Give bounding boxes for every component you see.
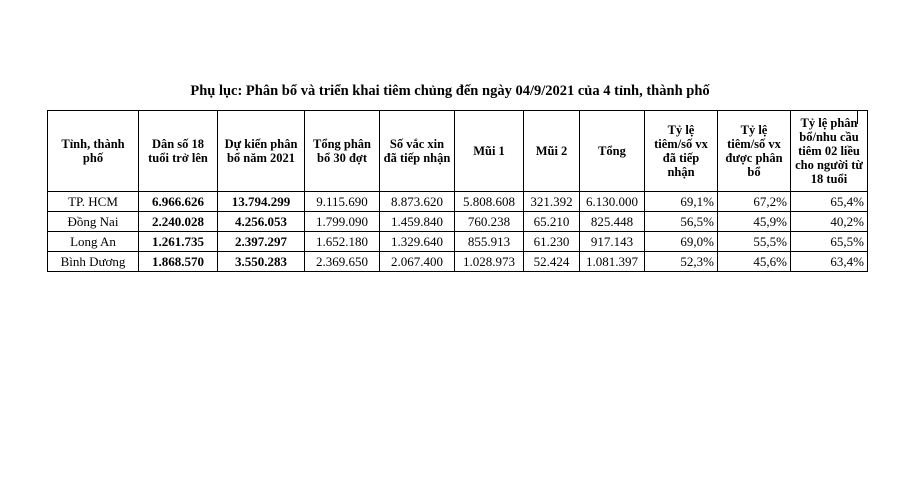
cell-total: 917.143 bbox=[580, 232, 645, 252]
cell-province: TP. HCM bbox=[48, 192, 139, 212]
cell-total-allocation: 1.799.090 bbox=[305, 212, 380, 232]
cell-dose-2: 52.424 bbox=[524, 252, 580, 272]
cell-rate-demand: 65,5% bbox=[791, 232, 868, 252]
cell-total-allocation: 2.369.650 bbox=[305, 252, 380, 272]
header-population-18plus: Dân số 18 tuổi trở lên bbox=[139, 111, 218, 192]
vaccination-table bbox=[47, 110, 868, 272]
cell-rate-demand: 65,4% bbox=[791, 192, 868, 212]
table-header-row bbox=[48, 111, 868, 192]
cell-rate-demand: 40,2% bbox=[791, 212, 868, 232]
cell-total-allocation: 1.652.180 bbox=[305, 232, 380, 252]
cell-total: 1.081.397 bbox=[580, 252, 645, 272]
cell-received: 1.329.640 bbox=[380, 232, 455, 252]
cell-rate-allocated: 45,6% bbox=[718, 252, 791, 272]
cell-dose-2: 61.230 bbox=[524, 232, 580, 252]
cell-population: 2.240.028 bbox=[139, 212, 218, 232]
header-total: Tổng bbox=[580, 111, 645, 192]
header-rate-vs-allocated: Tỷ lệ tiêm/số vx được phân bổ bbox=[718, 111, 791, 192]
cell-rate-received: 69,0% bbox=[645, 232, 718, 252]
header-dose-1: Mũi 1 bbox=[455, 111, 524, 192]
page-title: Phụ lục: Phân bổ và triển khai tiêm chủng đến ngày 04/9/2021 của 4 tỉnh, thành phố bbox=[190, 83, 710, 99]
header-total-allocation-30-rounds: Tổng phân bổ 30 đợt bbox=[305, 111, 380, 192]
cell-dose-1: 760.238 bbox=[455, 212, 524, 232]
cell-province: Bình Dương bbox=[48, 252, 139, 272]
cell-received: 2.067.400 bbox=[380, 252, 455, 272]
header-dose-2: Mũi 2 bbox=[524, 111, 580, 192]
header-vaccines-received: Số vắc xin đã tiếp nhận bbox=[380, 111, 455, 192]
header-province: Tỉnh, thành phố bbox=[48, 111, 139, 192]
cell-total-allocation: 9.115.690 bbox=[305, 192, 380, 212]
cell-dose-1: 1.028.973 bbox=[455, 252, 524, 272]
cell-rate-demand: 63,4% bbox=[791, 252, 868, 272]
cell-rate-received: 56,5% bbox=[645, 212, 718, 232]
cell-rate-allocated: 45,9% bbox=[718, 212, 791, 232]
cell-dose-1: 5.808.608 bbox=[455, 192, 524, 212]
cell-rate-allocated: 67,2% bbox=[718, 192, 791, 212]
cell-total: 825.448 bbox=[580, 212, 645, 232]
cell-rate-received: 69,1% bbox=[645, 192, 718, 212]
cell-population: 6.966.626 bbox=[139, 192, 218, 212]
cell-planned: 13.794.299 bbox=[218, 192, 305, 212]
cell-planned: 4.256.053 bbox=[218, 212, 305, 232]
cell-province: Đồng Nai bbox=[48, 212, 139, 232]
cell-dose-2: 321.392 bbox=[524, 192, 580, 212]
cell-received: 1.459.840 bbox=[380, 212, 455, 232]
header-rate-allocation-vs-demand: Tỷ lệ phân bổ/nhu cầu tiêm 02 liều cho người từ 18 tuổi bbox=[791, 111, 868, 192]
table-row bbox=[48, 232, 868, 252]
cell-planned: 3.550.283 bbox=[218, 252, 305, 272]
header-rate-vs-received: Tỷ lệ tiêm/số vx đã tiếp nhận bbox=[645, 111, 718, 192]
cell-province: Long An bbox=[48, 232, 139, 252]
header-planned-allocation-2021: Dự kiến phân bổ năm 2021 bbox=[218, 111, 305, 192]
cell-total: 6.130.000 bbox=[580, 192, 645, 212]
cell-population: 1.868.570 bbox=[139, 252, 218, 272]
cell-planned: 2.397.297 bbox=[218, 232, 305, 252]
table-row bbox=[48, 252, 868, 272]
cell-dose-1: 855.913 bbox=[455, 232, 524, 252]
table-row bbox=[48, 212, 868, 232]
cell-received: 8.873.620 bbox=[380, 192, 455, 212]
cell-dose-2: 65.210 bbox=[524, 212, 580, 232]
cell-rate-received: 52,3% bbox=[645, 252, 718, 272]
cell-rate-allocated: 55,5% bbox=[718, 232, 791, 252]
text-cursor bbox=[857, 110, 858, 124]
cell-population: 1.261.735 bbox=[139, 232, 218, 252]
table-row bbox=[48, 192, 868, 212]
